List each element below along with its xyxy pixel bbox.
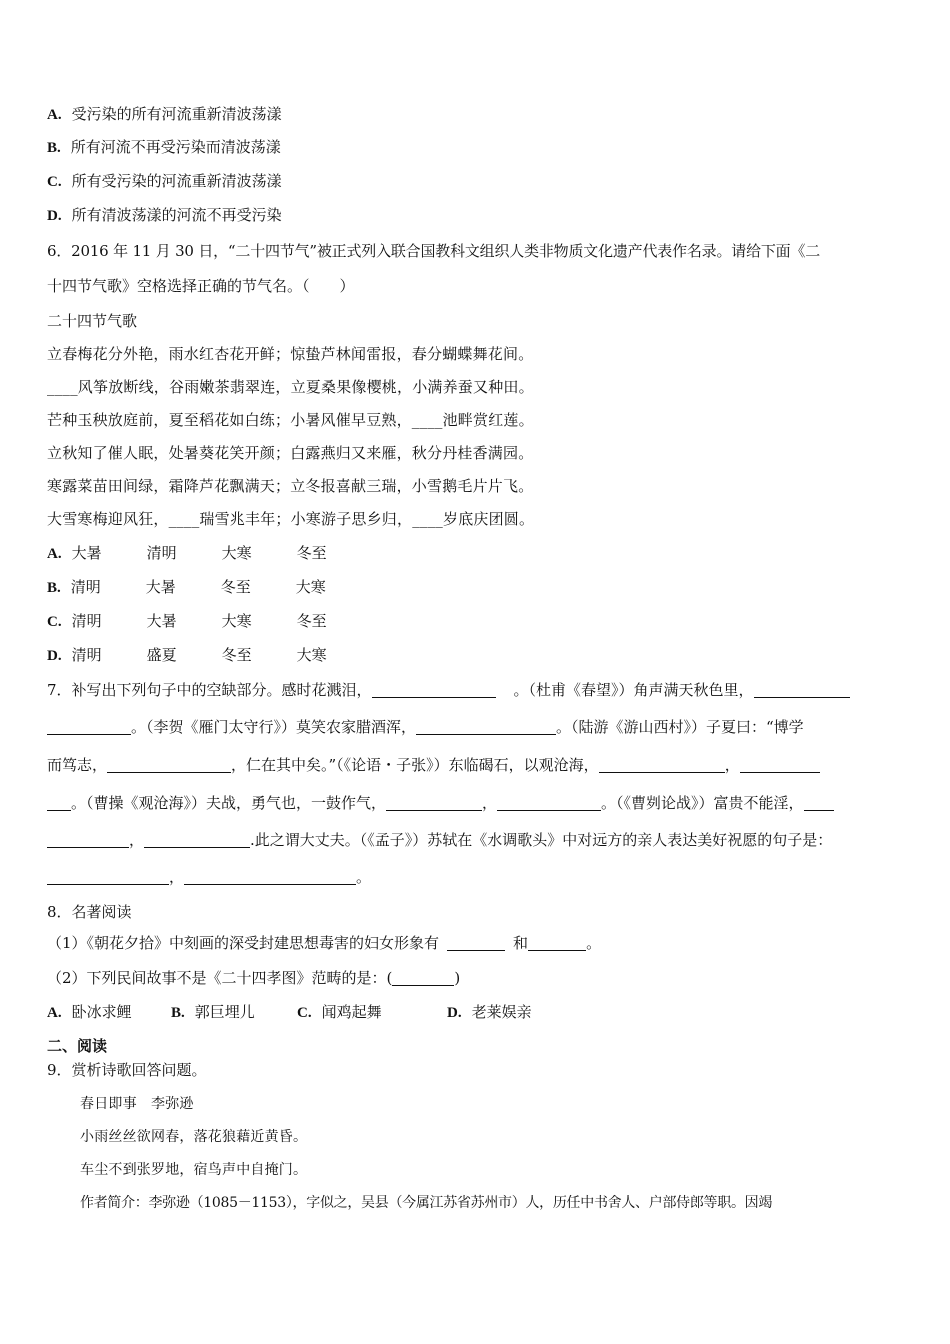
- q9-prompt: 9．赏析诗歌回答问题。: [47, 1061, 207, 1079]
- q5-option-b: [47, 137, 281, 158]
- answer-blank[interactable]: [184, 868, 356, 885]
- q8-text: 。: [586, 934, 602, 952]
- song-line: 立秋知了催人眠，处暑葵花笑开颜；白露燕归又来雁，秋分丹桂香满园。: [47, 444, 534, 462]
- q8-option-b: [171, 1002, 297, 1023]
- q8-option-a: [47, 1002, 171, 1023]
- option-col: 冬至: [296, 544, 327, 562]
- option-col: 冬至: [220, 578, 251, 596]
- option-text: 所有受污染的河流重新清波荡漾: [71, 172, 282, 190]
- song-line: 芒种玉秧放庭前，夏至稻花如白练；小暑风催早豆熟，____池畔赏红莲。: [47, 411, 534, 429]
- song-line: ____风筝放断线，谷雨嫩茶翡翠连，立夏桑果像樱桃，小满养蚕又种田。: [47, 378, 534, 396]
- answer-blank[interactable]: [754, 681, 850, 698]
- option-text: 闻鸡起舞: [321, 1003, 382, 1021]
- q7-text: 。（陆游《游山西村》）子夏曰：“博学: [556, 718, 804, 736]
- q7-text: 。（杜甫《春望》）角声满天秋色里，: [513, 681, 754, 699]
- answer-blank[interactable]: [416, 718, 556, 735]
- option-letter: B.: [47, 580, 61, 596]
- q8-sub1: [47, 933, 601, 953]
- answer-blank[interactable]: [392, 969, 454, 986]
- q7-text: ，仁在其中矣。”（《论语・子张》）东临碣石，以观沧海，: [231, 756, 599, 774]
- q8-text: （2）下列民间故事不是《二十四孝图》范畴的是：(: [47, 969, 393, 987]
- poem-title: 春日即事 李弥逊: [80, 1096, 194, 1112]
- q6-option-c: [47, 611, 372, 632]
- answer-blank[interactable]: [599, 756, 725, 773]
- song-line: 大雪寒梅迎风狂，____瑞雪兆丰年；小寒游子思乡归，____岁底庆团圆。: [47, 510, 535, 528]
- option-letter: C.: [47, 174, 62, 190]
- answer-blank[interactable]: [386, 794, 482, 811]
- song-line: 立春梅花分外艳，雨水红杏花开鲜；惊蛰芦林闻雷报，春分蝴蝶舞花间。: [47, 345, 534, 363]
- q7-line2: [47, 717, 804, 737]
- q7-text: 而笃志，: [47, 756, 108, 774]
- q8-text: 和: [513, 934, 529, 952]
- q5-option-a: [47, 104, 282, 125]
- option-letter: A.: [47, 546, 62, 562]
- answer-blank[interactable]: [497, 794, 601, 811]
- option-text: 所有清波荡漾的河流不再受污染: [71, 206, 282, 224]
- q7-text: ，: [169, 868, 185, 886]
- option-letter: C.: [47, 614, 62, 630]
- option-col: 大暑: [146, 612, 177, 630]
- answer-blank[interactable]: [447, 934, 505, 951]
- song-line: 寒露菜苗田间绿，霜降芦花飘满天；立冬报喜献三瑞，小雪鹅毛片片飞。: [47, 477, 534, 495]
- author-bio: 作者简介：李弥逊（1085－1153），字似之，吴县（今属江苏省苏州市）人，历任中书舍人、户部侍郎等职。因竭: [80, 1195, 773, 1211]
- option-text: 卧冰求鲤: [71, 1003, 132, 1021]
- q8-option-d: [447, 1003, 532, 1021]
- q7-text: 。（李贺《雁门太守行》）莫笑农家腊酒浑，: [131, 718, 417, 736]
- q5-option-c: [47, 171, 282, 192]
- q7-line4: [47, 793, 834, 813]
- option-letter: A.: [47, 1005, 62, 1021]
- q8-text: （1）《朝花夕拾》中刻画的深受封建思想毒害的妇女形象有: [47, 934, 440, 952]
- q7-text: 。: [356, 868, 372, 886]
- q8-sub2: [47, 968, 460, 988]
- option-col: 冬至: [221, 646, 252, 664]
- answer-blank[interactable]: [144, 831, 250, 848]
- option-text: 老莱娱亲: [471, 1003, 532, 1021]
- q8-title: 8．名著阅读: [47, 903, 132, 921]
- q7-line6: [47, 867, 371, 887]
- section-heading: 二、阅读: [47, 1037, 108, 1055]
- option-col: 清明: [70, 578, 101, 596]
- q7-line1: [47, 680, 850, 700]
- q7-text: 。（《曹刿论战》）富贵不能淫，: [601, 794, 804, 812]
- option-col: 清明: [146, 544, 177, 562]
- poem-line: 车尘不到张罗地，宿鸟声中自掩门。: [80, 1162, 308, 1178]
- answer-blank[interactable]: [107, 756, 231, 773]
- q7-text: ，: [724, 756, 740, 774]
- q8-options: [47, 1002, 532, 1023]
- answer-blank[interactable]: [528, 934, 586, 951]
- answer-blank[interactable]: [47, 831, 129, 848]
- option-col: 大暑: [71, 544, 102, 562]
- option-letter: D.: [47, 648, 62, 664]
- answer-blank[interactable]: [47, 718, 131, 735]
- q8-text: ): [454, 969, 461, 987]
- option-col: 大寒: [221, 544, 252, 562]
- option-letter: D.: [47, 208, 62, 224]
- option-letter: A.: [47, 107, 62, 123]
- q6-option-a: [47, 543, 372, 564]
- q7-line5: [47, 830, 832, 850]
- q7-text: 。（曹操《观沧海》）夫战，勇气也，一鼓作气，: [71, 794, 387, 812]
- q6-song-title: 二十四节气歌: [47, 312, 138, 330]
- option-letter: D.: [447, 1005, 462, 1021]
- option-text: 郭巨埋儿: [194, 1003, 255, 1021]
- option-letter: C.: [297, 1005, 312, 1021]
- q5-option-d: [47, 205, 282, 226]
- q7-text: .此之谓大丈夫。（《孟子》）苏轼在《水调歌头》中对远方的亲人表达美好祝愿的句子是：: [250, 831, 833, 849]
- q6-stem-line2: 十四节气歌》空格选择正确的节气名。（ ）: [47, 277, 355, 295]
- option-text: 受污染的所有河流重新清波荡漾: [71, 105, 282, 123]
- option-col: 大寒: [221, 612, 252, 630]
- answer-blank[interactable]: [372, 681, 496, 698]
- option-col: 大暑: [145, 578, 176, 596]
- option-letter: B.: [47, 140, 61, 156]
- option-col: 冬至: [296, 612, 327, 630]
- q8-option-c: [297, 1002, 447, 1023]
- q6-stem-line1: 6．2016 年 11 月 30 日，“二十四节气”被正式列入联合国教科文组织人类非物质文化遗产代表作名录。请给下面《二: [47, 242, 821, 260]
- answer-blank[interactable]: [47, 794, 71, 811]
- option-text: 所有河流不再受污染而清波荡漾: [70, 138, 281, 156]
- option-col: 清明: [71, 646, 102, 664]
- q7-line3: [47, 755, 820, 775]
- q7-text: 7．补写出下列句子中的空缺部分。感时花溅泪，: [47, 681, 372, 699]
- q6-option-b: [47, 577, 371, 598]
- option-col: 大寒: [295, 578, 326, 596]
- q7-text: ，: [482, 794, 498, 812]
- answer-blank[interactable]: [47, 868, 169, 885]
- poem-line: 小雨丝丝欲网春，落花狼藉近黄昏。: [80, 1129, 308, 1145]
- option-col: 大寒: [296, 646, 327, 664]
- q6-option-d: [47, 645, 372, 666]
- q7-text: ，: [129, 831, 145, 849]
- option-letter: B.: [171, 1005, 185, 1021]
- option-col: 盛夏: [146, 646, 177, 664]
- answer-blank[interactable]: [804, 794, 834, 811]
- option-col: 清明: [71, 612, 102, 630]
- answer-blank[interactable]: [740, 756, 820, 773]
